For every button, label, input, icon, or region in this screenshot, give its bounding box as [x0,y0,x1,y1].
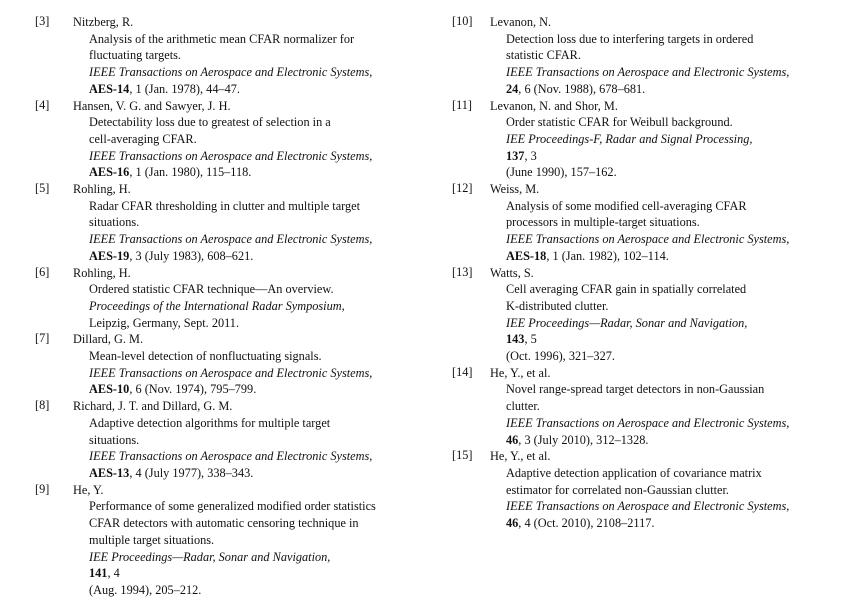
reference-authors: Nitzberg, R. [73,15,134,29]
reference-title-line: Adaptive detection application of covariance matrix [506,465,762,480]
reference-details [73,465,435,482]
reference-title-line: Radar CFAR thresholding in clutter and multiple target [89,198,361,213]
reference-issue-pages: , 4 (July 1977), 338–343. [129,465,254,480]
reference-entry [452,448,844,532]
reference-details [490,432,844,449]
reference-number: [14] [452,364,473,379]
reference-volume: 46 [506,516,519,531]
reference-volume: 143 [506,332,525,347]
reference-details [490,331,844,348]
reference-authors: Watts, S. [490,265,534,280]
reference-issue-pages: , 3 (July 1983), 608–621. [129,248,254,263]
reference-volume: AES-14 [89,81,130,96]
reference-issue-pages: , 1 (Jan. 1982), 102–114. [546,248,669,263]
reference-volume: 141 [89,566,108,581]
reference-title-line: CFAR detectors with automatic censoring technique in [89,516,359,531]
reference-details [490,148,844,165]
reference-authors: Weiss, M. [490,182,540,197]
reference-issue-pages: Leipzig, Germany, Sept. 2011. [89,315,240,330]
reference-number: [11] [452,97,473,112]
reference-title-line: Order statistic CFAR for Weibull background. [506,115,733,130]
reference-number: [10] [452,14,473,28]
reference-volume: 24 [506,81,519,96]
reference-authors: Levanon, N. [490,15,552,29]
reference-venue-line: IEE Proceedings-F, Radar and Signal Processing, [506,131,753,146]
reference-volume: AES-16 [89,165,130,180]
reference-entry [35,331,435,398]
reference-number: [5] [35,181,50,196]
reference-issue-pages: , 6 (Nov. 1988), 678–681. [518,81,646,96]
reference-details [73,565,435,582]
reference-authors: He, Y., et al. [490,449,551,464]
reference-venue-line: IEE Proceedings—Radar, Sonar and Navigation, [89,549,331,564]
reference-issue-pages: , 4 [107,566,120,581]
reference-authors: Dillard, G. M. [73,332,144,347]
reference-details-continued: (June 1990), 157–162. [506,165,617,180]
reference-entry [35,482,435,599]
reference-details [490,248,844,265]
reference-number: [7] [35,331,50,346]
reference-column-right [452,14,844,532]
reference-number: [9] [35,481,50,496]
reference-venue-line: IEEE Transactions on Aerospace and Electronic Systems, [506,415,790,430]
reference-venue-line: IEEE Transactions on Aerospace and Electronic Systems, [506,232,790,247]
reference-venue-line: IEEE Transactions on Aerospace and Electronic Systems, [89,65,373,80]
reference-entry [35,98,435,182]
reference-number: [4] [35,97,50,112]
reference-title-line: Detectability loss due to greatest of selection in a [89,115,331,130]
reference-details [490,515,844,532]
reference-venue-line: IEEE Transactions on Aerospace and Electronic Systems, [89,148,373,163]
reference-venue-line: IEEE Transactions on Aerospace and Electronic Systems, [89,232,373,247]
reference-title-line: K-distributed clutter. [506,298,609,313]
reference-authors: He, Y., et al. [490,365,551,380]
reference-volume: AES-10 [89,382,130,397]
reference-title-line: situations. [89,432,140,447]
reference-title-line: Analysis of some modified cell-averaging CFAR [506,198,747,213]
reference-volume: 46 [506,432,519,447]
reference-title-line: Cell averaging CFAR gain in spatially correlated [506,282,747,297]
reference-title-line: Performance of some generalized modified order statistics [89,499,376,514]
reference-title-line: cell-averaging CFAR. [89,131,197,146]
reference-details [490,81,844,98]
reference-number: [8] [35,398,50,413]
reference-venue-line: IEEE Transactions on Aerospace and Electronic Systems, [506,65,790,80]
reference-title-line: Mean-level detection of nonfluctuating signals. [89,349,322,364]
reference-title-line: statistic CFAR. [506,48,581,63]
reference-issue-pages: , 1 (Jan. 1980), 115–118. [129,165,252,180]
reference-details [73,164,435,181]
reference-title-line: Detection loss due to interfering targets in ordered [506,31,754,46]
reference-column-left [35,14,435,599]
reference-volume: 137 [506,148,525,163]
reference-details [73,248,435,265]
reference-volume: AES-13 [89,465,130,480]
reference-number: [13] [452,264,473,279]
reference-authors: Richard, J. T. and Dillard, G. M. [73,399,233,414]
reference-issue-pages: , 6 (Nov. 1974), 795–799. [129,382,257,397]
reference-number: [12] [452,181,473,196]
reference-number: [3] [35,14,50,28]
reference-title-line: Novel range-spread target detectors in non-Gaussian [506,382,765,397]
reference-details [73,381,435,398]
reference-authors: He, Y. [73,482,104,497]
reference-venue-line: IEE Proceedings—Radar, Sonar and Navigation, [506,315,748,330]
reference-title-line: Ordered statistic CFAR technique—An overview. [89,282,334,297]
reference-details-continued: (Oct. 1996), 321–327. [506,349,615,364]
reference-number: [6] [35,264,50,279]
reference-details-continued: (Aug. 1994), 205–212. [89,582,202,597]
reference-entry [452,365,844,449]
reference-volume: AES-19 [89,248,130,263]
reference-entry [452,14,844,98]
reference-entry [35,265,435,332]
reference-title-line: situations. [89,215,140,230]
reference-issue-pages: , 3 (July 2010), 312–1328. [518,432,649,447]
reference-authors: Rohling, H. [73,265,131,280]
reference-title-line: multiple target situations. [89,532,215,547]
reference-number: [15] [452,448,473,463]
reference-entry [452,181,844,265]
reference-entry [452,265,844,365]
reference-volume: AES-18 [506,248,547,263]
reference-issue-pages: , 4 (Oct. 2010), 2108–2117. [518,516,655,531]
reference-venue-line: IEEE Transactions on Aerospace and Electronic Systems, [89,365,373,380]
reference-title-line: Analysis of the arithmetic mean CFAR normalizer for [89,31,355,46]
reference-authors: Levanon, N. and Shor, M. [490,98,618,113]
reference-entry [35,398,435,482]
reference-title-line: Adaptive detection algorithms for multiple target [89,415,331,430]
reference-authors: Hansen, V. G. and Sawyer, J. H. [73,98,231,113]
reference-title-line: processors in multiple-target situations. [506,215,700,230]
reference-venue-line: IEEE Transactions on Aerospace and Electronic Systems, [506,499,790,514]
reference-issue-pages: , 3 [524,148,537,163]
reference-title-line: clutter. [506,399,540,414]
reference-details [73,81,435,98]
reference-issue-pages: , 1 (Jan. 1978), 44–47. [129,81,240,96]
reference-authors: Rohling, H. [73,182,131,197]
reference-title-line: fluctuating targets. [89,48,181,63]
reference-details [73,315,435,332]
reference-entry [452,98,844,182]
reference-entry [35,14,435,98]
reference-issue-pages: , 5 [524,332,537,347]
reference-venue-line: IEEE Transactions on Aerospace and Electronic Systems, [89,449,373,464]
reference-entry [35,181,435,265]
reference-title-line: estimator for correlated non-Gaussian clutter. [506,482,729,497]
reference-venue-line: Proceedings of the International Radar Symposium, [89,298,345,313]
